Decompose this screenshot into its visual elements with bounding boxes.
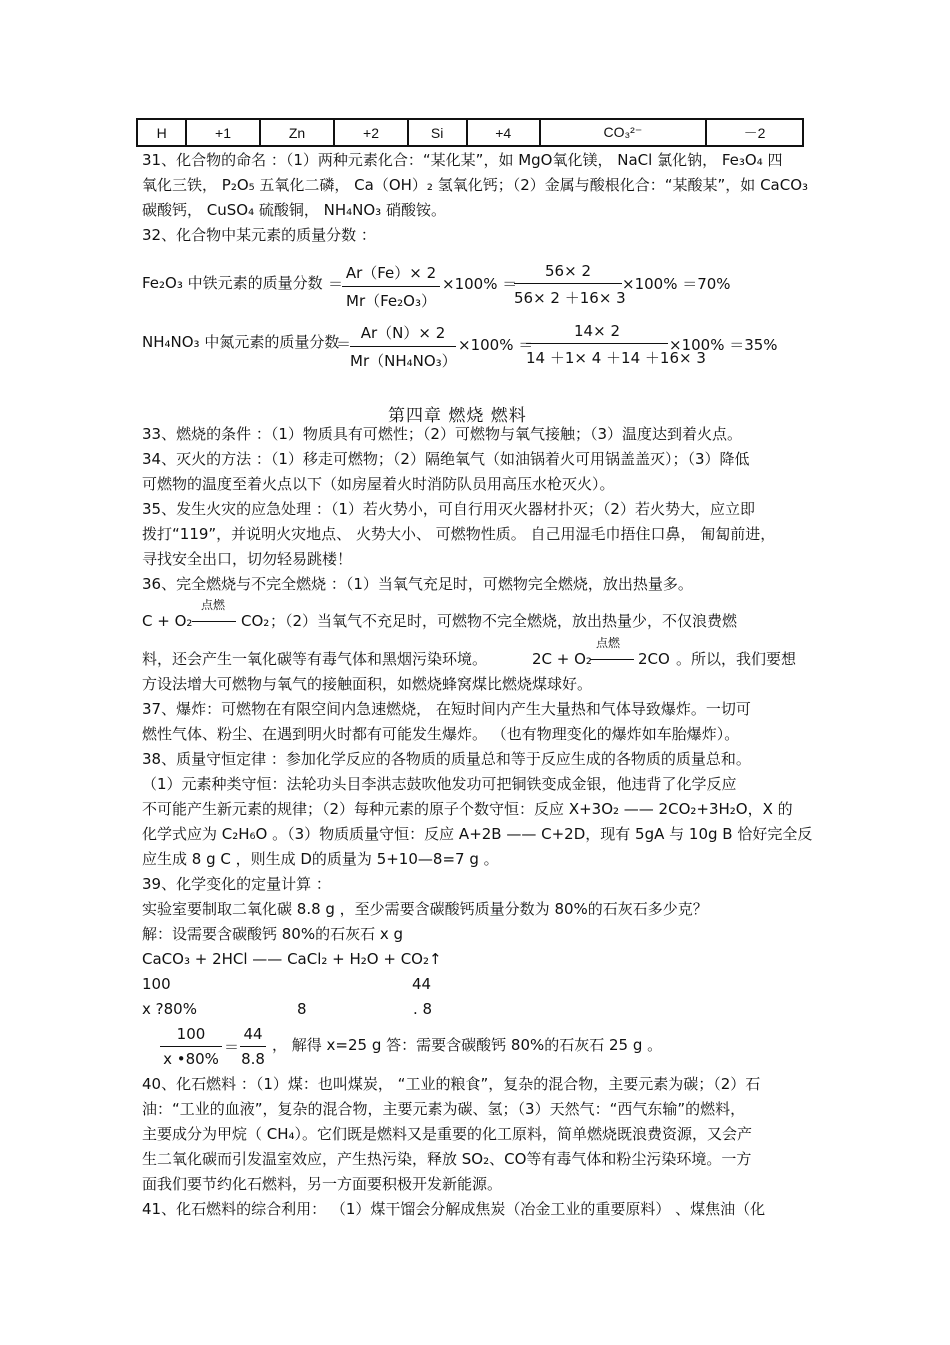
equals-sign: ＝: [328, 275, 344, 293]
text-line: 应生成 8 g C ，则生成 D的质量为 5+10—8=7 g 。: [142, 850, 499, 868]
formula-label: NH₄NO₃ 中氮元素的质量分数: [142, 333, 340, 351]
text-line: 寻找安全出口，切勿轻易跳楼！: [142, 550, 353, 568]
equation-right: 2CO: [638, 650, 670, 668]
numerator: 44: [243, 1025, 263, 1043]
table-row: [137, 119, 803, 146]
multiplier: ×100% ＝: [458, 336, 534, 354]
table-cell: +1: [186, 119, 259, 146]
text-line: 40、化石燃料 ：（1）煤：也叫煤炭， “工业的粮食”，复杂的混合物，主要元素为碳；（2）石: [142, 1075, 761, 1093]
text-line: ；（2）当氧气不充足时，可燃物不完全燃烧，放出热量少，不仅浪费燃: [270, 612, 738, 630]
text-line: 8: [297, 1000, 307, 1018]
text-line: ， 解得 x=25 g 答：需要含碳酸钙 80%的石灰石 25 g 。: [272, 1036, 663, 1054]
text-line: 36、完全燃烧与不完全燃烧 ：（1）当氧气充足时，可燃物完全燃烧，放出热量多。: [142, 575, 693, 593]
table-cell: +2: [334, 119, 407, 146]
equals-sign: ＝: [224, 1038, 240, 1056]
equation-right: CO₂: [241, 612, 270, 630]
chapter-title: 第四章 燃烧 燃料: [388, 406, 527, 426]
valence-table: [136, 118, 804, 147]
fraction: [160, 1025, 222, 1068]
formula-label: Fe₂O₃ 中铁元素的质量分数: [142, 274, 323, 292]
denominator: x •80%: [160, 1046, 222, 1068]
text-line: 燃性气体、粉尘、在遇到明火时都有可能发生爆炸。 （也有物理变化的爆炸如车胎爆炸）。: [142, 725, 740, 743]
text-line: 面我们要节约化石燃料，另一方面要积极开发新能源。: [142, 1175, 503, 1193]
text-line: . 8: [413, 1000, 433, 1018]
numerator: Ar（Fe）× 2: [345, 264, 437, 282]
text-line: 35、发生火灾的应急处理 ：（1）若火势小，可自行用灭火器材扑灭；（2）若火势大，应立即: [142, 500, 755, 518]
text-line: 31、化合物的命名 ：（1）两种元素化合：“某化某”，如 MgO氧化镁， NaCl 氯化钠， Fe₃O₄ 四: [142, 151, 783, 169]
result: ×100% ＝35%: [669, 336, 778, 354]
text-line: 实验室要制取二氧化碳 8.8 g ，至少需要含碳酸钙质量分数为 80%的石灰石多少克？: [142, 900, 708, 918]
denominator: 56× 2 ＋16× 3: [514, 283, 622, 308]
text-line: 33、燃烧的条件 ：（1）物质具有可燃性；（2）可燃物与氧气接触；（3）温度达到着火点。: [142, 425, 742, 443]
fraction: [350, 322, 456, 371]
text-line: 解：设需要含碳酸钙 80%的石灰石 x g: [142, 925, 404, 943]
text-line: 拨打“119”，并说明火灾地点、 火势大小、 可燃物性质。 自己用湿毛巾捂住口鼻， 匍匐前进，: [142, 525, 776, 543]
reaction-condition: 点燃: [201, 598, 226, 612]
reaction-condition: 点燃: [596, 636, 621, 650]
text-line: 34、灭火的方法 ：（1）移走可燃物；（2）隔绝氧气（如油锅着火可用锅盖盖灭）；（3）降低: [142, 450, 750, 468]
denominator: 8.8: [240, 1046, 266, 1068]
text-line: 41、化石燃料的综合利用： （1）煤干馏会分解成焦炭（冶金工业的重要原料） 、煤焦油（化: [142, 1200, 766, 1218]
reaction-arrow: [192, 612, 236, 630]
text-line: 生二氧化碳而引发温室效应，产生热污染，释放 SO₂、CO等有毒气体和粉尘污染环境。一方: [142, 1150, 752, 1168]
text-line: 主要成分为甲烷（ CH₄）。它们既是燃料又是重要的化工原料，简单燃烧既浪费资源，又会产: [142, 1125, 753, 1143]
text-line: 化学式应为 C₂H₆O 。（3）物质质量守恒：反应 A+2B —— C+2D，现有 5gA 与 10g B 恰好完全反: [142, 825, 813, 843]
text-line: CaCO₃ + 2HCl —— CaCl₂ + H₂O + CO₂↑: [142, 950, 442, 968]
table-cell: Si: [408, 119, 467, 146]
multiplier: ×100% ＝: [442, 275, 518, 293]
denominator: Mr（Fe₂O₃）: [342, 286, 440, 311]
text-line: 。所以，我们要想: [676, 650, 797, 668]
fraction: [514, 262, 626, 308]
table-cell: Zn: [260, 119, 335, 146]
text-line: 37、爆炸：可燃物在有限空间内急速燃烧， 在短时间内产生大量热和气体导致爆炸。一切可: [142, 700, 751, 718]
text-line: 38、质量守恒定律 ：参加化学反应的各物质的质量总和等于反应生成的各物质的质量总和。: [142, 750, 751, 768]
text-line: （1）元素种类守恒：法轮功头目李洪志鼓吹他发功可把铜铁变成金银，他违背了化学反应: [142, 775, 737, 793]
numerator: 14× 2: [574, 322, 620, 340]
denominator: Mr（NH₄NO₃）: [350, 346, 456, 371]
equals-sign: ＝: [336, 335, 352, 353]
result: ×100% ＝70%: [622, 275, 731, 293]
text-line: 碳酸钙， CuSO₄ 硫酸铜， NH₄NO₃ 硝酸铵。: [142, 201, 446, 219]
table-cell: －2: [706, 119, 803, 146]
table-cell: H: [137, 119, 186, 146]
text-line: 39、化学变化的定量计算 ：: [142, 875, 331, 893]
numerator: Ar（N）× 2: [360, 324, 446, 342]
text-line: 不可能产生新元素的规律；（2）每种元素的原子个数守恒：反应 X+3O₂ —— 2CO₂+3H₂O，X 的: [142, 800, 793, 818]
table-cell: +4: [467, 119, 540, 146]
equation-left: 2C + O₂: [532, 650, 592, 668]
table-cell: CO₃²⁻: [540, 119, 706, 146]
text-line: 方设法增大可燃物与氧气的接触面积，如燃烧蜂窝煤比燃烧煤球好。: [142, 675, 593, 693]
fraction: [240, 1025, 266, 1068]
text-line: 油：“工业的血液”，复杂的混合物，主要元素为碳、氢；（3）天然气：“西气东输”的燃料，: [142, 1100, 746, 1118]
denominator: 14 ＋1× 4 ＋14 ＋16× 3: [526, 343, 668, 368]
text-line: 32、化合物中某元素的质量分数 ：: [142, 226, 376, 244]
reaction-arrow: [590, 650, 634, 668]
text-line: 100: [142, 975, 171, 993]
numerator: 56× 2: [545, 262, 591, 280]
text-line: 料，还会产生一氧化碳等有毒气体和黑烟污染环境。: [142, 650, 488, 668]
text-line: 氧化三铁， P₂O₅ 五氧化二磷， Ca（OH）₂ 氢氧化钙；（2）金属与酸根化合：“某酸某”，如 CaCO₃: [142, 176, 809, 194]
fraction: [526, 322, 706, 368]
equation-left: C + O₂: [142, 612, 193, 630]
text-line: x ?80%: [142, 1000, 197, 1018]
fraction: [342, 262, 440, 311]
text-line: 可燃物的温度至着火点以下（如房屋着火时消防队员用高压水枪灭火）。: [142, 475, 615, 493]
numerator: 100: [176, 1025, 206, 1043]
text-line: 44: [412, 975, 432, 993]
